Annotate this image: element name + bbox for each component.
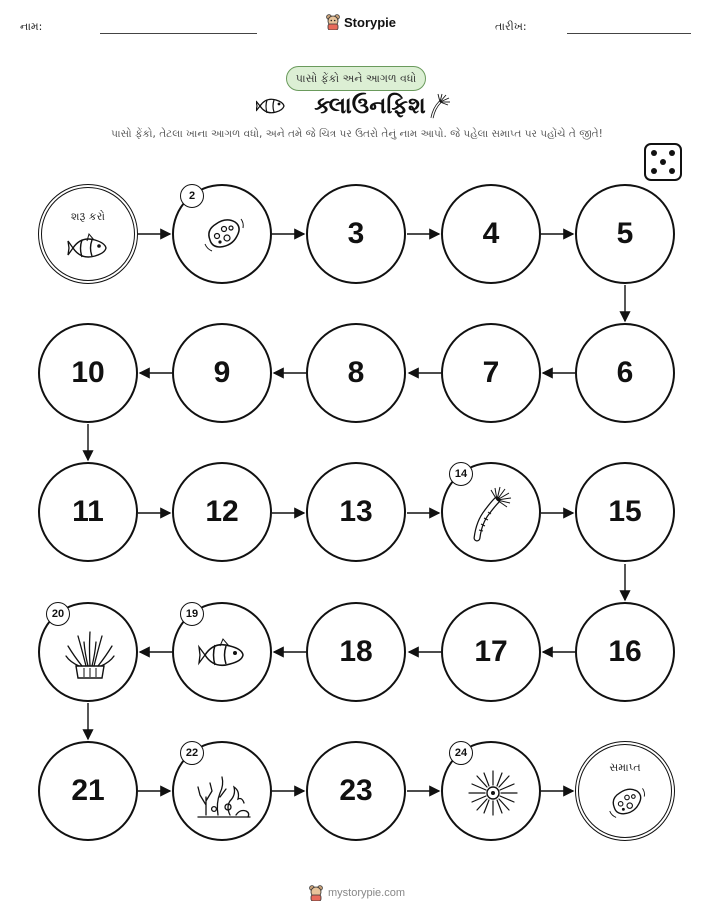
space-number: 8	[347, 356, 365, 389]
space-number-badge: 14	[449, 462, 473, 486]
space-number-badge: 24	[449, 741, 473, 765]
space-number: 7	[482, 356, 500, 389]
start-space[interactable]	[38, 184, 138, 284]
tube-worm-icon	[469, 486, 517, 542]
board-space-5[interactable]	[575, 184, 675, 284]
bear-logo-icon	[309, 885, 323, 901]
board-space-22[interactable]	[172, 741, 272, 841]
space-number: 10	[71, 356, 105, 389]
space-number: 4	[482, 217, 500, 250]
space-number: 17	[474, 635, 508, 668]
sea-anemone-top-icon	[467, 769, 519, 817]
space-number: 5	[616, 217, 634, 250]
board-space-23[interactable]	[306, 741, 406, 841]
board-space-10[interactable]	[38, 323, 138, 423]
board-space-12[interactable]	[172, 462, 272, 562]
sea-anemone-icon	[64, 626, 116, 682]
space-number: 11	[72, 495, 104, 528]
space-number: 9	[213, 356, 231, 389]
footer	[0, 885, 714, 901]
sea-sponge-icon	[607, 783, 647, 821]
board-space-9[interactable]	[172, 323, 272, 423]
board-space-3[interactable]	[306, 184, 406, 284]
board-space-8[interactable]	[306, 323, 406, 423]
space-number: 15	[608, 495, 642, 528]
board-space-15[interactable]	[575, 462, 675, 562]
board-space-21[interactable]	[38, 741, 138, 841]
game-subtitle-pill: પાસો ફેંકો અને આગળ વધો	[286, 66, 426, 91]
board-space-6[interactable]	[575, 323, 675, 423]
space-number: 23	[339, 774, 373, 807]
board-space-11[interactable]	[38, 462, 138, 562]
board-space-16[interactable]	[575, 602, 675, 702]
space-number-badge: 2	[180, 184, 204, 208]
page-title: ક્લાઉનફિશ	[314, 93, 426, 119]
space-number-badge: 20	[46, 602, 70, 626]
board-space-18[interactable]	[306, 602, 406, 702]
space-number: 16	[608, 635, 642, 668]
board-space-2[interactable]	[172, 184, 272, 284]
clownfish-icon	[67, 232, 111, 264]
finish-label: સમાપ્ત	[609, 761, 641, 774]
space-number: 12	[205, 495, 239, 528]
name-label: નામ:	[20, 20, 43, 33]
board-space-14[interactable]	[441, 462, 541, 562]
space-number-badge: 22	[180, 741, 204, 765]
coral-reef-icon	[196, 767, 252, 819]
board-space-20[interactable]	[38, 602, 138, 702]
instructions-text: પાસો ફેંકો, તેટલા ખાના આગળ વધો, અને તમે જે ચિત્ર પર ઉતરો તેનું નામ આપો. જે પહેલા સમાપ્ત પર પહોંચે તે જીતે!	[111, 128, 603, 140]
footer-site-link[interactable]: mystorypie.com	[327, 887, 406, 899]
board-space-19[interactable]	[172, 602, 272, 702]
board-space-7[interactable]	[441, 323, 541, 423]
finish-space[interactable]	[575, 741, 675, 841]
clownfish-icon	[198, 637, 248, 673]
brand-name: Storypie	[344, 14, 397, 30]
date-label: તારીખ:	[495, 20, 527, 33]
sea-sponge-icon	[202, 214, 246, 254]
space-number: 3	[347, 217, 365, 250]
board-space-24[interactable]	[441, 741, 541, 841]
space-number: 18	[339, 635, 373, 668]
space-number: 13	[339, 495, 373, 528]
space-number: 21	[71, 774, 105, 807]
start-label: શરૂ કરો	[70, 210, 106, 223]
space-number-badge: 19	[180, 602, 204, 626]
space-number: 6	[616, 356, 634, 389]
board-space-17[interactable]	[441, 602, 541, 702]
board-space-4[interactable]	[441, 184, 541, 284]
board-space-13[interactable]	[306, 462, 406, 562]
